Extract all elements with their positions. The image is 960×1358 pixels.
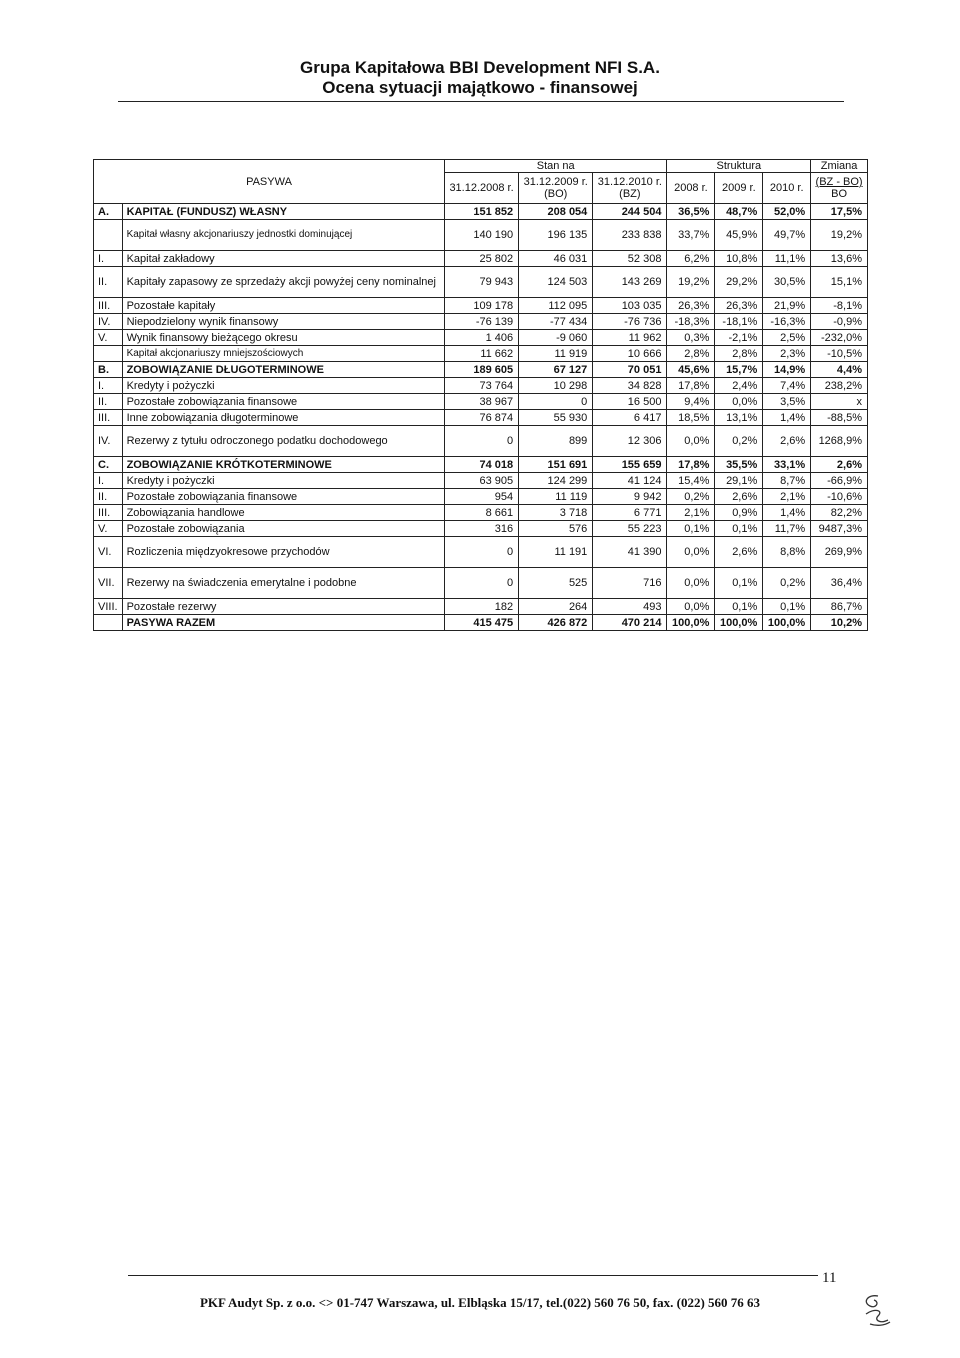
change-value: -10,6% [811, 489, 868, 505]
share-2009: 0,1% [715, 568, 763, 599]
value-2009: -77 434 [519, 314, 593, 330]
document-title: Grupa Kapitałowa BBI Development NFI S.A. [300, 58, 660, 77]
row-number: V. [94, 330, 123, 346]
change-value: 17,5% [811, 204, 868, 220]
signature-icon [856, 1290, 896, 1330]
row-number: VII. [94, 568, 123, 599]
share-2008: 0,0% [667, 568, 715, 599]
value-2010: 155 659 [593, 457, 667, 473]
value-2008: 954 [444, 489, 518, 505]
value-2008: 38 967 [444, 394, 518, 410]
row-label: Kredyty i pożyczki [122, 378, 444, 394]
value-2010: 16 500 [593, 394, 667, 410]
row-number [94, 220, 123, 251]
row-label: ZOBOWIĄZANIE DŁUGOTERMINOWE [122, 362, 444, 378]
change-value: 238,2% [811, 378, 868, 394]
row-number: I. [94, 473, 123, 489]
change-value: 19,2% [811, 220, 868, 251]
share-2009: 48,7% [715, 204, 763, 220]
value-2008: 76 874 [444, 410, 518, 426]
share-2008: 26,3% [667, 298, 715, 314]
table-row [94, 267, 868, 298]
change-value: -66,9% [811, 473, 868, 489]
change-value: 2,6% [811, 457, 868, 473]
share-2009: 29,1% [715, 473, 763, 489]
value-2010: 41 124 [593, 473, 667, 489]
value-2009: 208 054 [519, 204, 593, 220]
share-2008: 17,8% [667, 457, 715, 473]
change-value: 4,4% [811, 362, 868, 378]
value-2009: 196 135 [519, 220, 593, 251]
value-2008: 109 178 [444, 298, 518, 314]
share-2009: 2,6% [715, 489, 763, 505]
value-2010: 6 417 [593, 410, 667, 426]
share-2009: 29,2% [715, 267, 763, 298]
share-2010: 2,3% [763, 346, 811, 362]
row-number: VI. [94, 537, 123, 568]
share-2009: 45,9% [715, 220, 763, 251]
row-label: Pozostałe zobowiązania finansowe [122, 489, 444, 505]
share-2010: 8,7% [763, 473, 811, 489]
table-row [94, 220, 868, 251]
change-value: -8,1% [811, 298, 868, 314]
value-2008: 140 190 [444, 220, 518, 251]
table-row [94, 426, 868, 457]
share-2008: 2,8% [667, 346, 715, 362]
table-row [94, 330, 868, 346]
table-row [94, 505, 868, 521]
footer-address: PKF Audyt Sp. z o.o. <> 01-747 Warszawa, ul. Elbląska 15/17, tel.(022) 560 76 50, fax. (022) 560 76 63 [199, 1295, 761, 1310]
col-header-struktura-2009: 2009 r. [715, 173, 763, 204]
share-2010: 1,4% [763, 410, 811, 426]
value-2008: 25 802 [444, 251, 518, 267]
page-number: 11 [822, 1270, 837, 1286]
table-row [94, 599, 868, 615]
value-2009: 11 119 [519, 489, 593, 505]
value-2008: 415 475 [444, 615, 518, 631]
row-label: Rezerwy na świadczenia emerytalne i podobne [122, 568, 444, 599]
row-label: Pozostałe zobowiązania [122, 521, 444, 537]
share-2008: -18,3% [667, 314, 715, 330]
value-2009: 426 872 [519, 615, 593, 631]
share-2010: 21,9% [763, 298, 811, 314]
row-label: Pozostałe rezerwy [122, 599, 444, 615]
value-2010: 9 942 [593, 489, 667, 505]
share-2010: 0,1% [763, 599, 811, 615]
share-2008: 0,1% [667, 521, 715, 537]
row-label: Kapitał własny akcjonariuszy jednostki dominującej [122, 220, 444, 251]
share-2010: 2,1% [763, 489, 811, 505]
row-number: IV. [94, 426, 123, 457]
share-2008: 0,2% [667, 489, 715, 505]
table-row [94, 537, 868, 568]
row-label: Kapitał zakładowy [122, 251, 444, 267]
pasywa-table [93, 159, 868, 631]
share-2010: 7,4% [763, 378, 811, 394]
value-2008: 74 018 [444, 457, 518, 473]
share-2008: 2,1% [667, 505, 715, 521]
value-2009: 576 [519, 521, 593, 537]
value-2010: 52 308 [593, 251, 667, 267]
share-2010: 2,5% [763, 330, 811, 346]
value-2009: 67 127 [519, 362, 593, 378]
change-value: 82,2% [811, 505, 868, 521]
share-2008: 0,0% [667, 426, 715, 457]
row-label: Pozostałe zobowiązania finansowe [122, 394, 444, 410]
change-value: 86,7% [811, 599, 868, 615]
row-label: Wynik finansowy bieżącego okresu [122, 330, 444, 346]
share-2008: 33,7% [667, 220, 715, 251]
change-value: x [811, 394, 868, 410]
share-2010: 30,5% [763, 267, 811, 298]
value-2009: 124 503 [519, 267, 593, 298]
value-2008: 8 661 [444, 505, 518, 521]
share-2008: 0,0% [667, 599, 715, 615]
value-2010: 70 051 [593, 362, 667, 378]
share-2010: 52,0% [763, 204, 811, 220]
row-label: KAPITAŁ (FUNDUSZ) WŁASNY [122, 204, 444, 220]
share-2010: 2,6% [763, 426, 811, 457]
value-2008: 0 [444, 568, 518, 599]
change-value: 13,6% [811, 251, 868, 267]
share-2008: 9,4% [667, 394, 715, 410]
value-2008: 0 [444, 426, 518, 457]
row-number: II. [94, 394, 123, 410]
share-2009: 100,0% [715, 615, 763, 631]
row-label: Kapitał akcjonariuszy mniejszościowych [122, 346, 444, 362]
value-2010: 716 [593, 568, 667, 599]
share-2009: 2,6% [715, 537, 763, 568]
row-label: PASYWA RAZEM [122, 615, 444, 631]
value-2009: 0 [519, 394, 593, 410]
value-2009: 11 191 [519, 537, 593, 568]
value-2010: 55 223 [593, 521, 667, 537]
row-label: Kapitały zapasowy ze sprzedaży akcji powyżej ceny nominalnej [122, 267, 444, 298]
share-2008: 36,5% [667, 204, 715, 220]
share-2009: 2,8% [715, 346, 763, 362]
share-2010: 3,5% [763, 394, 811, 410]
table-row [94, 394, 868, 410]
table-row [94, 615, 868, 631]
row-label: Pozostałe kapitały [122, 298, 444, 314]
change-value: 9487,3% [811, 521, 868, 537]
table-row [94, 362, 868, 378]
change-value: -232,0% [811, 330, 868, 346]
footer-divider [128, 1275, 818, 1276]
share-2008: 6,2% [667, 251, 715, 267]
share-2009: 15,7% [715, 362, 763, 378]
share-2009: -2,1% [715, 330, 763, 346]
row-number [94, 615, 123, 631]
value-2009: 11 919 [519, 346, 593, 362]
value-2010: 34 828 [593, 378, 667, 394]
value-2009: 151 691 [519, 457, 593, 473]
value-2010: 244 504 [593, 204, 667, 220]
share-2010: 11,1% [763, 251, 811, 267]
value-2008: 73 764 [444, 378, 518, 394]
share-2009: 0,9% [715, 505, 763, 521]
value-2009: 10 298 [519, 378, 593, 394]
value-2010: -76 736 [593, 314, 667, 330]
share-2010: -16,3% [763, 314, 811, 330]
share-2010: 1,4% [763, 505, 811, 521]
change-value: 10,2% [811, 615, 868, 631]
value-2008: 63 905 [444, 473, 518, 489]
table-row [94, 568, 868, 599]
share-2009: 2,4% [715, 378, 763, 394]
col-header-2008: 31.12.2008 r. [444, 173, 518, 204]
share-2010: 11,7% [763, 521, 811, 537]
table-row [94, 298, 868, 314]
row-label: Inne zobowiązania długoterminowe [122, 410, 444, 426]
document-subtitle: Ocena sytuacji majątkowo - finansowej [322, 78, 638, 97]
value-2009: 46 031 [519, 251, 593, 267]
table-row [94, 473, 868, 489]
col-header-pasywa: PASYWA [94, 160, 445, 204]
value-2009: 525 [519, 568, 593, 599]
share-2009: 10,8% [715, 251, 763, 267]
value-2009: -9 060 [519, 330, 593, 346]
page-header [0, 58, 960, 98]
table-row [94, 204, 868, 220]
value-2008: 182 [444, 599, 518, 615]
value-2009: 55 930 [519, 410, 593, 426]
row-number: C. [94, 457, 123, 473]
share-2008: 0,0% [667, 537, 715, 568]
change-value: -88,5% [811, 410, 868, 426]
col-header-2010: 31.12.2010 r. (BZ) [593, 173, 667, 204]
share-2010: 100,0% [763, 615, 811, 631]
share-2010: 33,1% [763, 457, 811, 473]
value-2008: 1 406 [444, 330, 518, 346]
share-2008: 100,0% [667, 615, 715, 631]
col-header-struktura-2008: 2008 r. [667, 173, 715, 204]
table-row [94, 410, 868, 426]
value-2010: 493 [593, 599, 667, 615]
col-header-2009: 31.12.2009 r. (BO) [519, 173, 593, 204]
table-row [94, 346, 868, 362]
row-number: II. [94, 489, 123, 505]
table-row [94, 457, 868, 473]
value-2010: 143 269 [593, 267, 667, 298]
share-2008: 0,3% [667, 330, 715, 346]
row-number: III. [94, 298, 123, 314]
col-header-zmiana: (BZ - BO) BO [811, 173, 868, 204]
value-2009: 124 299 [519, 473, 593, 489]
share-2009: 13,1% [715, 410, 763, 426]
share-2009: 0,1% [715, 599, 763, 615]
row-label: ZOBOWIĄZANIE KRÓTKOTERMINOWE [122, 457, 444, 473]
value-2010: 10 666 [593, 346, 667, 362]
value-2009: 264 [519, 599, 593, 615]
header-divider [118, 101, 844, 102]
value-2010: 41 390 [593, 537, 667, 568]
change-value: 1268,9% [811, 426, 868, 457]
col-group-struktura: Struktura [667, 160, 811, 173]
table-row [94, 521, 868, 537]
change-value: -10,5% [811, 346, 868, 362]
share-2008: 19,2% [667, 267, 715, 298]
value-2008: 79 943 [444, 267, 518, 298]
row-number: IV. [94, 314, 123, 330]
table-body [94, 204, 868, 631]
share-2010: 8,8% [763, 537, 811, 568]
value-2008: 11 662 [444, 346, 518, 362]
share-2008: 15,4% [667, 473, 715, 489]
row-number: A. [94, 204, 123, 220]
share-2009: 0,1% [715, 521, 763, 537]
value-2008: -76 139 [444, 314, 518, 330]
value-2008: 316 [444, 521, 518, 537]
row-number: II. [94, 267, 123, 298]
share-2008: 17,8% [667, 378, 715, 394]
col-group-stan: Stan na [444, 160, 666, 173]
share-2009: 26,3% [715, 298, 763, 314]
value-2008: 0 [444, 537, 518, 568]
value-2009: 112 095 [519, 298, 593, 314]
row-number: VIII. [94, 599, 123, 615]
change-value: 36,4% [811, 568, 868, 599]
value-2008: 189 605 [444, 362, 518, 378]
share-2008: 45,6% [667, 362, 715, 378]
value-2009: 3 718 [519, 505, 593, 521]
value-2010: 12 306 [593, 426, 667, 457]
col-group-zmiana: Zmiana [811, 160, 868, 173]
row-label: Niepodzielony wynik finansowy [122, 314, 444, 330]
table-row [94, 314, 868, 330]
table-row [94, 489, 868, 505]
col-header-struktura-2010: 2010 r. [763, 173, 811, 204]
row-number: III. [94, 505, 123, 521]
row-number: V. [94, 521, 123, 537]
table-row [94, 251, 868, 267]
row-number: I. [94, 251, 123, 267]
value-2010: 103 035 [593, 298, 667, 314]
value-2009: 899 [519, 426, 593, 457]
row-number: I. [94, 378, 123, 394]
change-value: 269,9% [811, 537, 868, 568]
share-2009: -18,1% [715, 314, 763, 330]
share-2010: 14,9% [763, 362, 811, 378]
share-2008: 18,5% [667, 410, 715, 426]
value-2010: 11 962 [593, 330, 667, 346]
change-value: 15,1% [811, 267, 868, 298]
row-number: III. [94, 410, 123, 426]
share-2009: 35,5% [715, 457, 763, 473]
table-row [94, 378, 868, 394]
row-label: Zobowiązania handlowe [122, 505, 444, 521]
share-2010: 0,2% [763, 568, 811, 599]
value-2008: 151 852 [444, 204, 518, 220]
value-2010: 233 838 [593, 220, 667, 251]
row-label: Kredyty i pożyczki [122, 473, 444, 489]
change-value: -0,9% [811, 314, 868, 330]
value-2010: 6 771 [593, 505, 667, 521]
row-number: B. [94, 362, 123, 378]
row-label: Rozliczenia międzyokresowe przychodów [122, 537, 444, 568]
row-label: Rezerwy z tytułu odroczonego podatku dochodowego [122, 426, 444, 457]
value-2010: 470 214 [593, 615, 667, 631]
share-2009: 0,2% [715, 426, 763, 457]
row-number [94, 346, 123, 362]
share-2010: 49,7% [763, 220, 811, 251]
share-2009: 0,0% [715, 394, 763, 410]
